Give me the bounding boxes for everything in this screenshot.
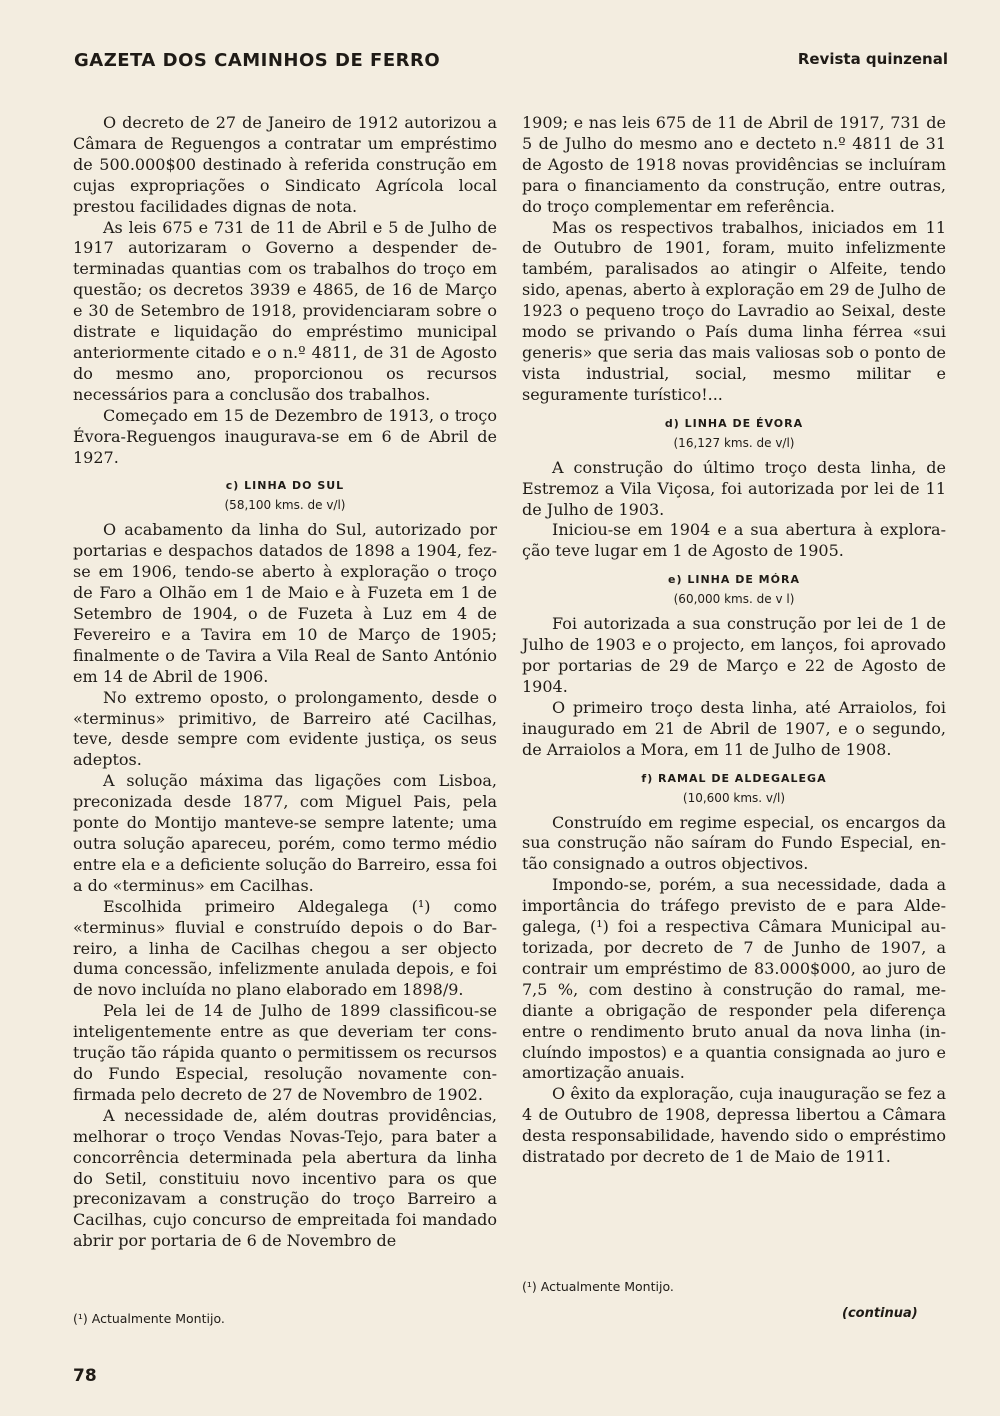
journal-subtitle: Revista quinzenal — [797, 50, 948, 68]
paragraph: O decreto de 27 de Janeiro de 1912 autorizou a Câmara de Reguengos a contratar um empréstimo de 500.000$00 destinado à referida construção em cujas expropriações o Sindicato Agrícola local prestou facilidades dignas de nota. — [73, 113, 497, 216]
section-subheading: (10,600 kms. v/l) — [682, 790, 786, 805]
footnote-right: (¹) Actualmente Montijo. — [522, 1279, 674, 1294]
paragraph: Construído em regime especial, os encargos da sua construção não saíram do Fundo Especial, então consignado a outros objectivos. — [522, 812, 946, 874]
journal-title: GAZETA DOS CAMINHOS DE FERRO — [74, 50, 441, 71]
section-subheading: (60,000 kms. de v l) — [673, 592, 795, 607]
paragraph: Impondo-se, porém, a sua necessidade, dada a importância do tráfego previsto de e para Aldegalega, (¹) foi a respectiva Câmara Municipal autorizada, por decreto de 7 de Junho de 1907, a contrair um empréstimo de 83.000$000, ao juro de 7,5 %, com destino à construção do ramal, mediante a obrigação de responder pela diferença entre o rendimento bruto anual da nova linha (incluíndo impostos) e a quantia consignada ao juro e amortização anuais. — [522, 875, 946, 1083]
section-heading: e) LINHA DE MÓRA — [668, 573, 800, 587]
continued-note: (continua) — [842, 1306, 918, 1321]
paragraph: Foi autorizada a sua construção por lei de 1 de Julho de 1903 e o projecto, em lanços, foi aprovado por portarias de 29 de Março e 22 de Agosto de 1904. — [522, 614, 946, 696]
right-column — [522, 113, 946, 1168]
paragraph: As leis 675 e 731 de 11 de Abril e 5 de Julho de 1917 autorizaram o Governo a despender determinadas quantias com os trabalhos do troço em questão; os decretos 3939 e 4865, de 16 de Março e 30 de Setembro de 1918, providenciaram sobre o distrate e liquidação do empréstimo municipal anteriormente citado e o n.º 4811, de 31 de Agosto do mesmo ano, proporcionou os recursos necessários para a conclusão dos trabalhos. — [73, 217, 497, 404]
running-header — [74, 50, 948, 80]
left-column — [73, 113, 497, 1252]
paragraph: Iniciou-se em 1904 e a sua abertura à exploração teve lugar em 1 de Agosto de 1905. — [522, 520, 946, 561]
paragraph: O êxito da exploração, cuja inauguração se fez a 4 de Outubro de 1908, depressa libertou a Câmara desta responsabilidade, havendo sido o empréstimo distratado por decreto de 1 de Maio de 1911. — [522, 1084, 946, 1167]
page-number: 78 — [73, 1366, 97, 1386]
section-heading: d) LINHA DE ÉVORA — [664, 416, 804, 430]
section-subheading: (58,100 kms. de v/l) — [224, 498, 346, 513]
paragraph: Mas os respectivos trabalhos, iniciados em 11 de Outubro de 1901, foram, muito infelizmente também, paralisados ao atingir o Alfeite, tendo sido, apenas, aberto à exploração em 29 de Julho de 1923 o pequeno troço do Lavradio ao Seixal, deste modo se privando o País duma linha férrea «sui generis» que seria das mais valiosas sob o ponto de vista industrial, social, mesmo militar e seguramente turístico!... — [522, 217, 946, 404]
paragraph: 1909; e nas leis 675 de 11 de Abril de 1917, 731 de 5 de Julho do mesmo ano e decteto n.º 4811 de 31 de Agosto de 1918 novas providências se incluíram para o financiamento da construção, entre outras, do troço complementar em referência. — [522, 113, 946, 216]
paragraph: No extremo oposto, o prolongamento, desde o «terminus» primitivo, de Barreiro até Cacilhas, teve, desde sempre com evidente justiça, os seus adeptos. — [73, 687, 497, 770]
section-heading: c) LINHA DO SUL — [225, 479, 345, 493]
paragraph: Pela lei de 14 de Julho de 1899 classificou-se inteligentemente entre as que deveriam ter construção tão rápida quanto o permitissem os recursos do Fundo Especial, resolução novamente confirmada pelo decreto de 27 de Novembro de 1902. — [73, 1001, 497, 1104]
paragraph: Começado em 15 de Dezembro de 1913, o troço Évora-Reguengos inaugurava-se em 6 de Abril de 1927. — [73, 405, 497, 467]
paragraph: Escolhida primeiro Aldegalega (¹) como «terminus» fluvial e construído depois o do Barreiro, a linha de Cacilhas chegou a ser objecto duma concessão, infelizmente anulada depois, e foi de novo incluída no plano elaborado em 1898/9. — [73, 896, 497, 1000]
paragraph: A necessidade de, além doutras providências, melhorar o troço Vendas Novas-Tejo, para bater a concorrência determinada pela abertura da linha do Setil, constituiu novo incentivo para os que preconizavam a construção do troço Barreiro a Cacilhas, cujo concurso de empreitada foi mandado abrir por portaria de 6 de Novembro de — [73, 1105, 497, 1251]
section-heading: f) RAMAL DE ALDEGALEGA — [641, 771, 827, 785]
section-subheading: (16,127 kms. de v/l) — [673, 435, 795, 450]
paragraph: A solução máxima das ligações com Lisboa, preconizada desde 1877, com Miguel Pais, pela ponte do Montijo manteve-se sempre latente; uma outra solução apareceu, porém, como termo médio entre ela e a deficiente solução do Barreiro, essa foi a do «terminus» em Cacilhas. — [73, 771, 497, 895]
footnote-left: (¹) Actualmente Montijo. — [73, 1311, 225, 1326]
paragraph: O primeiro troço desta linha, até Arraiolos, foi inaugurado em 21 de Abril de 1907, e o segundo, de Arraiolos a Mora, em 11 de Julho de 1908. — [522, 697, 946, 759]
paragraph: A construção do último troço desta linha, de Estremoz a Vila Viçosa, foi autorizada por lei de 11 de Julho de 1903. — [522, 457, 946, 519]
paragraph: O acabamento da linha do Sul, autorizado por portarias e despachos datados de 1898 a 1904, fez-se em 1906, tendo-se aberto à exploração o troço de Faro a Olhão em 1 de Maio e à Fuzeta em 1 de Setembro de 1904, o de Fuzeta à Luz em 4 de Fevereiro e a Tavira em 10 de Março de 1905; finalmente o de Tavira a Vila Real de Santo António em 14 de Abril de 1906. — [73, 520, 497, 686]
